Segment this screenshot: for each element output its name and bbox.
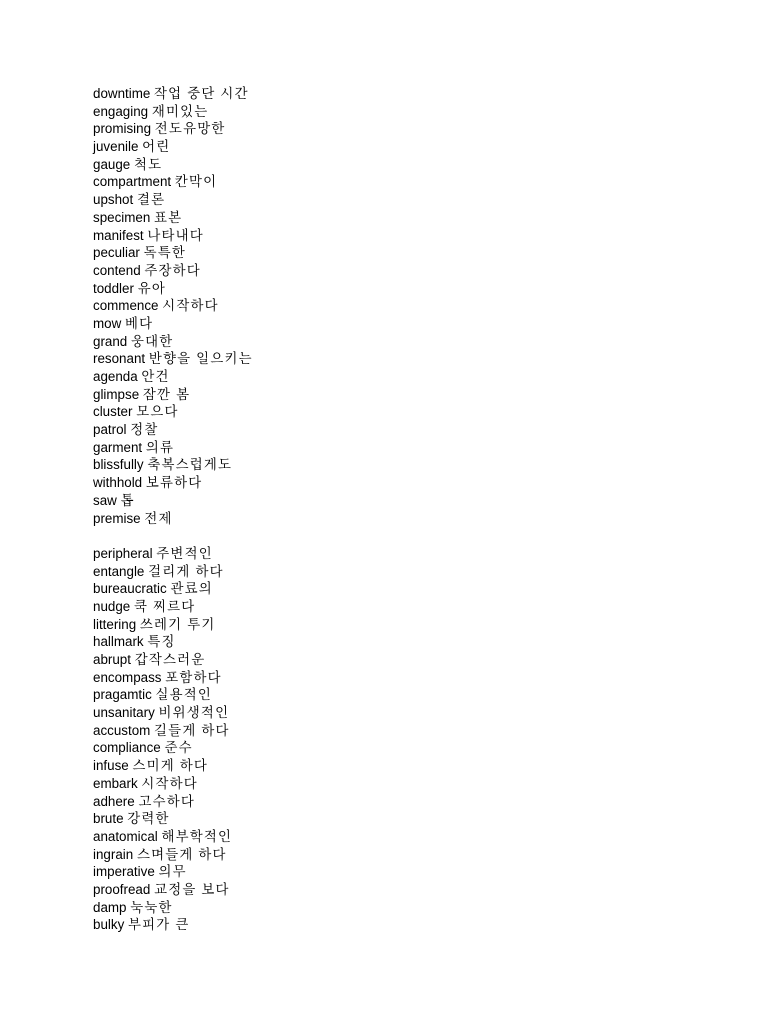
english-term: littering	[93, 616, 137, 632]
english-term: mow	[93, 315, 122, 331]
english-term: patrol	[93, 422, 127, 438]
vocab-entry	[93, 103, 713, 121]
korean-meaning: 관료의	[170, 581, 213, 597]
vocab-entry	[93, 403, 713, 421]
english-term: glimpse	[93, 386, 140, 402]
korean-meaning: 시작하다	[162, 298, 219, 314]
word-section	[93, 545, 713, 934]
korean-meaning: 결론	[136, 192, 166, 208]
korean-meaning: 해부학적인	[161, 828, 233, 844]
korean-meaning: 길들게 하다	[154, 722, 230, 738]
vocab-entry	[93, 899, 713, 917]
korean-meaning: 특징	[147, 634, 176, 650]
vocab-entry	[93, 492, 713, 510]
word-section	[93, 85, 713, 527]
english-term: bulky	[93, 917, 125, 933]
korean-meaning: 비위생적인	[158, 705, 230, 721]
korean-meaning: 잠깐 봄	[142, 386, 191, 402]
korean-meaning: 갑작스러운	[134, 652, 206, 667]
english-term: saw	[93, 492, 117, 508]
vocab-entry	[93, 916, 713, 934]
english-term: infuse	[93, 758, 129, 774]
vocab-entry	[93, 280, 713, 298]
korean-meaning: 부피가 큰	[128, 917, 190, 933]
korean-meaning: 축복스럽게도	[147, 457, 233, 473]
english-term: adhere	[93, 793, 135, 809]
section-gap	[93, 527, 713, 545]
english-term: toddler	[93, 280, 134, 296]
korean-meaning: 독특한	[143, 245, 187, 261]
english-term: brute	[93, 811, 124, 827]
english-term: manifest	[93, 227, 144, 243]
vocab-entry	[93, 545, 713, 563]
english-term: peripheral	[93, 545, 153, 561]
english-term: premise	[93, 510, 141, 526]
vocabulary-list	[93, 85, 713, 934]
vocab-entry	[93, 244, 713, 262]
english-term: hallmark	[93, 634, 144, 650]
english-term: juvenile	[93, 139, 139, 155]
vocab-entry	[93, 863, 713, 881]
korean-meaning: 시작하다	[141, 775, 198, 791]
korean-meaning: 보류하다	[145, 475, 203, 491]
korean-meaning: 베다	[125, 315, 154, 331]
korean-meaning: 교정을 보다	[154, 881, 230, 897]
vocab-entry	[93, 775, 713, 793]
vocab-entry	[93, 421, 713, 439]
vocab-entry	[93, 333, 713, 351]
english-term: upshot	[93, 192, 134, 208]
vocab-entry	[93, 191, 713, 209]
vocab-entry	[93, 633, 713, 651]
vocab-entry	[93, 315, 713, 333]
english-term: encompass	[93, 669, 162, 685]
vocab-entry	[93, 386, 713, 404]
vocab-entry	[93, 120, 713, 138]
english-term: promising	[93, 121, 152, 137]
english-term: entangle	[93, 563, 145, 579]
korean-meaning: 톱	[120, 492, 135, 508]
korean-meaning: 칸막이	[174, 174, 218, 190]
korean-meaning: 걸리게 하다	[148, 563, 224, 579]
english-term: pragamtic	[93, 687, 152, 703]
korean-meaning: 척도	[133, 156, 163, 172]
korean-meaning: 강력한	[127, 811, 170, 827]
korean-meaning: 재미있는	[151, 103, 209, 119]
korean-meaning: 안건	[141, 369, 170, 384]
korean-meaning: 의류	[145, 439, 175, 455]
english-term: downtime	[93, 86, 151, 101]
english-term: specimen	[93, 209, 151, 225]
vocab-entry	[93, 85, 713, 103]
korean-meaning: 전제	[144, 510, 173, 526]
english-term: gauge	[93, 156, 131, 172]
vocab-entry	[93, 456, 713, 474]
korean-meaning: 눅눅한	[130, 899, 173, 915]
vocab-entry	[93, 686, 713, 704]
english-term: bureaucratic	[93, 581, 167, 597]
vocab-entry	[93, 368, 713, 386]
english-term: agenda	[93, 369, 138, 384]
vocab-entry	[93, 598, 713, 616]
english-term: withhold	[93, 475, 143, 491]
korean-meaning: 표본	[154, 209, 183, 225]
english-term: embark	[93, 775, 138, 791]
korean-meaning: 모으다	[136, 404, 179, 420]
english-term: blissfully	[93, 457, 144, 473]
vocab-entry	[93, 474, 713, 492]
vocab-entry	[93, 757, 713, 775]
korean-meaning: 포함하다	[165, 669, 222, 685]
vocab-entry	[93, 510, 713, 528]
vocab-entry	[93, 173, 713, 191]
english-term: damp	[93, 899, 127, 915]
vocab-entry	[93, 580, 713, 598]
english-term: nudge	[93, 598, 131, 614]
korean-meaning: 의무	[158, 864, 187, 880]
vocab-entry	[93, 881, 713, 899]
vocab-entry	[93, 439, 713, 457]
korean-meaning: 어린	[142, 139, 171, 155]
korean-meaning: 준수	[164, 740, 193, 756]
english-term: compliance	[93, 740, 161, 756]
english-term: compartment	[93, 174, 172, 190]
korean-meaning: 실용적인	[155, 687, 213, 703]
vocab-entry	[93, 350, 713, 368]
vocab-entry	[93, 704, 713, 722]
korean-meaning: 전도유망한	[154, 121, 226, 137]
vocab-entry	[93, 793, 713, 811]
korean-meaning: 고수하다	[138, 793, 195, 809]
korean-meaning: 스며들게 하다	[136, 846, 227, 862]
vocab-entry	[93, 297, 713, 315]
vocab-entry	[93, 138, 713, 156]
english-term: imperative	[93, 864, 155, 880]
vocab-entry	[93, 739, 713, 757]
korean-meaning: 주장하다	[144, 262, 201, 278]
english-term: accustom	[93, 722, 151, 738]
english-term: anatomical	[93, 828, 158, 844]
vocab-entry	[93, 262, 713, 280]
english-term: ingrain	[93, 846, 134, 862]
document-page	[93, 85, 713, 934]
vocab-entry	[93, 846, 713, 864]
english-term: abrupt	[93, 652, 131, 667]
vocab-entry	[93, 209, 713, 227]
vocab-entry	[93, 616, 713, 634]
korean-meaning: 유아	[137, 280, 166, 296]
vocab-entry	[93, 669, 713, 687]
korean-meaning: 주변적인	[156, 545, 213, 561]
korean-meaning: 쓰레기 투기	[139, 616, 216, 632]
english-term: engaging	[93, 103, 149, 119]
korean-meaning: 반향을 일으키는	[148, 351, 253, 367]
korean-meaning: 나타내다	[147, 227, 204, 243]
vocab-entry	[93, 156, 713, 174]
english-term: proofread	[93, 881, 151, 897]
vocab-entry	[93, 828, 713, 846]
korean-meaning: 스미게 하다	[132, 758, 209, 774]
english-term: grand	[93, 333, 128, 349]
korean-meaning: 웅대한	[130, 333, 174, 349]
vocab-entry	[93, 651, 713, 669]
vocab-entry	[93, 722, 713, 740]
english-term: contend	[93, 262, 141, 278]
english-term: resonant	[93, 351, 146, 367]
korean-meaning: 쿡 찌르다	[133, 598, 196, 614]
english-term: cluster	[93, 404, 133, 420]
english-term: peculiar	[93, 245, 140, 261]
english-term: unsanitary	[93, 705, 155, 721]
vocab-entry	[93, 810, 713, 828]
vocab-entry	[93, 563, 713, 581]
english-term: garment	[93, 439, 143, 455]
english-term: commence	[93, 298, 159, 314]
korean-meaning: 정찰	[130, 422, 159, 438]
vocab-entry	[93, 227, 713, 245]
korean-meaning: 작업 중단 시간	[154, 86, 249, 101]
